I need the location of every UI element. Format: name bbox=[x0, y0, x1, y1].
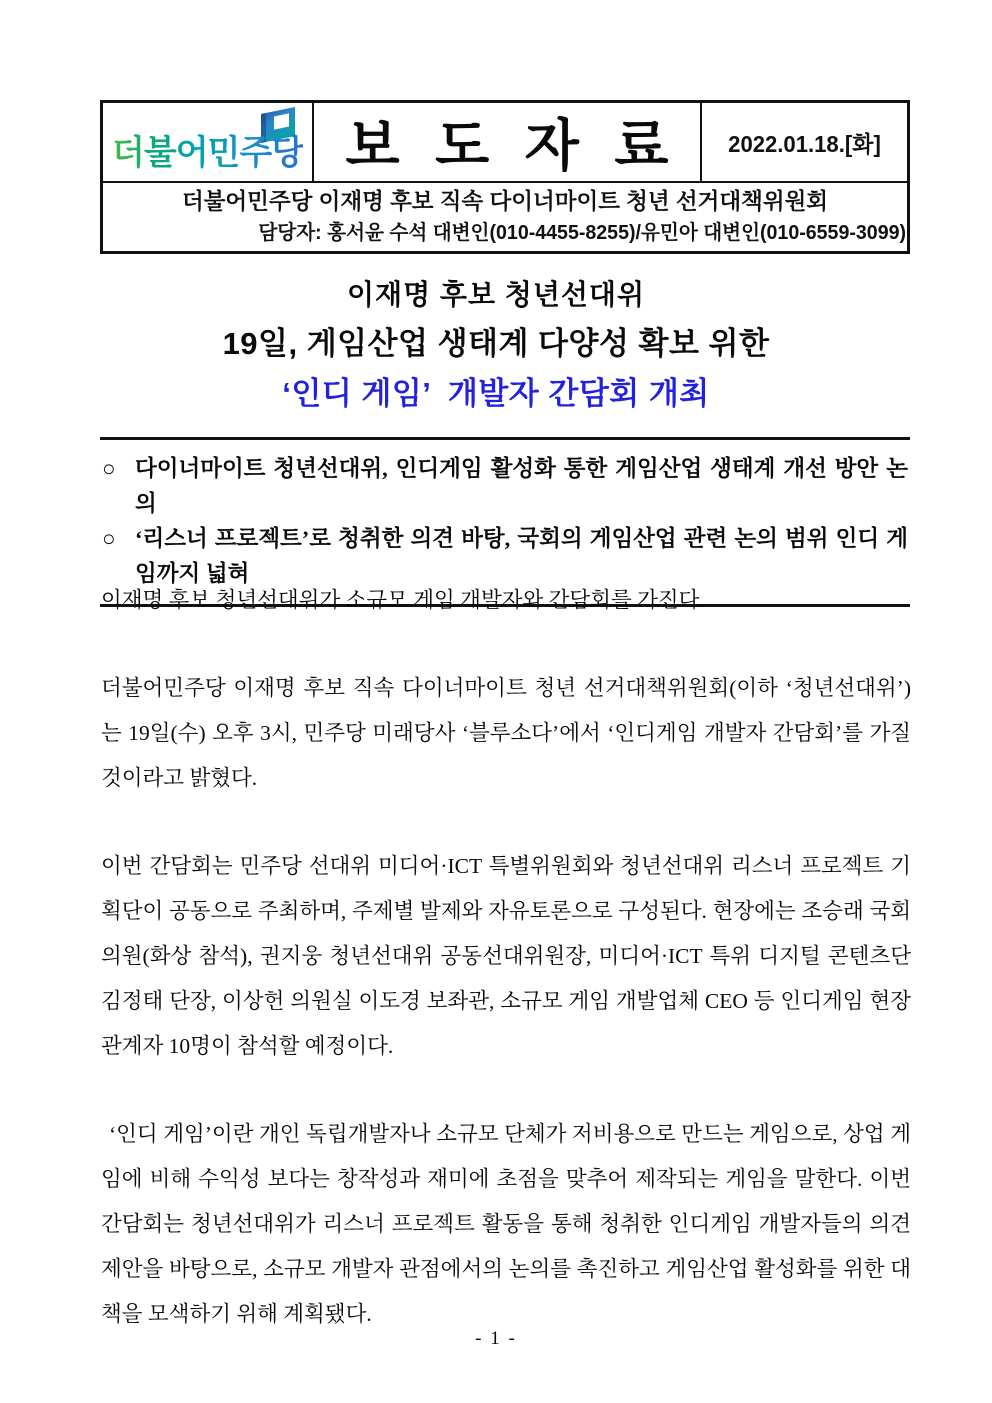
header-table bbox=[100, 100, 910, 254]
headline-line-3: ‘인디 게임’ 개발자 간담회 개최 bbox=[282, 376, 710, 411]
circle-bullet-icon: ○ bbox=[102, 526, 116, 551]
body-paragraph-4: ‘인디 게임’이란 개인 독립개발자나 소규모 단체가 저비용으로 만드는 게임으로, 상업 게임에 비해 수익성 보다는 창작성과 재미에 초점을 맞추어 제작되는 게임을 말한다. 이번 간담회는 청년선대위가 리스너 프로젝트 활동을 통해 청취한 인디게임 개발자들의 의견 제안을 바탕으로, 소규모 개발자 관점에서의 논의를 촉진하고 게임산업 활성화를 위한 대책을 모색하기 위해 계획됐다. bbox=[101, 1122, 911, 1326]
doc-type-title: 보 도 자 료 bbox=[345, 114, 679, 177]
committee-line: 더불어민주당 이재명 후보 직속 다이너마이트 청년 선거대책위원회 bbox=[181, 189, 829, 214]
circle-bullet-icon: ○ bbox=[102, 456, 116, 481]
headline-line-1: 이재명 후보 청년선대위 bbox=[346, 279, 646, 310]
party-logo bbox=[103, 103, 314, 181]
body-paragraph-3: 이번 간담회는 민주당 선대위 미디어·ICT 특별위원회와 청년선대위 리스너 프로젝트 기획단이 공동으로 주최하며, 주제별 발제와 자유토론으로 구성된다. 현장에는 조승래 국회의원(화상 참석), 권지웅 청년선대위 공동선대위원장, 미디어·ICT 특위 디지털 콘텐츠단 김정태 단장, 이상헌 의원실 이도경 보좌관, 소규모 게임 개발업체 CEO 등 인디게임 현장 관계자 10명이 참석할 예정이다. bbox=[101, 854, 911, 1058]
headline-block bbox=[0, 278, 992, 412]
summary-bullet-text: ‘리스너 프로젝트’로 청취한 의견 바탕, 국회의 게임산업 관련 논의 범위 인디 게임까지 넓혀 bbox=[135, 526, 908, 586]
contact-line: 담당자: 홍서윤 수석 대변인(010-4455-8255)/유민아 대변인(010-6559-3099) bbox=[258, 222, 907, 244]
body-text bbox=[101, 578, 911, 1380]
doc-type-cell bbox=[314, 103, 702, 181]
header-top-row bbox=[103, 103, 907, 183]
doc-date-cell bbox=[702, 103, 907, 181]
summary-bullet-1 bbox=[102, 451, 908, 521]
headline-line-2: 19일, 게임산업 생태계 다양성 확보 위한 bbox=[222, 326, 770, 361]
body-paragraph-1: 이재명 후보 청년선대위가 소규모 게임 개발자와 간담회를 가진다. bbox=[101, 588, 705, 612]
party-logo-text: 더불어민주당 bbox=[112, 125, 303, 174]
body-paragraph-2: 더불어민주당 이재명 후보 직속 다이너마이트 청년 선거대책위원회(이하 ‘청년선대위’)는 19일(수) 오후 3시, 민주당 미래당사 ‘블루소다’에서 ‘인디게임 개발자 간담회’를 가질 것이라고 밝혔다. bbox=[101, 676, 911, 790]
page-number: - 1 - bbox=[475, 1328, 517, 1349]
doc-date: 2022.01.18.[화] bbox=[728, 130, 881, 157]
summary-bullet-text: 다이너마이트 청년선대위, 인디게임 활성화 통한 게임산업 생태계 개선 방안 논의 bbox=[135, 456, 908, 516]
